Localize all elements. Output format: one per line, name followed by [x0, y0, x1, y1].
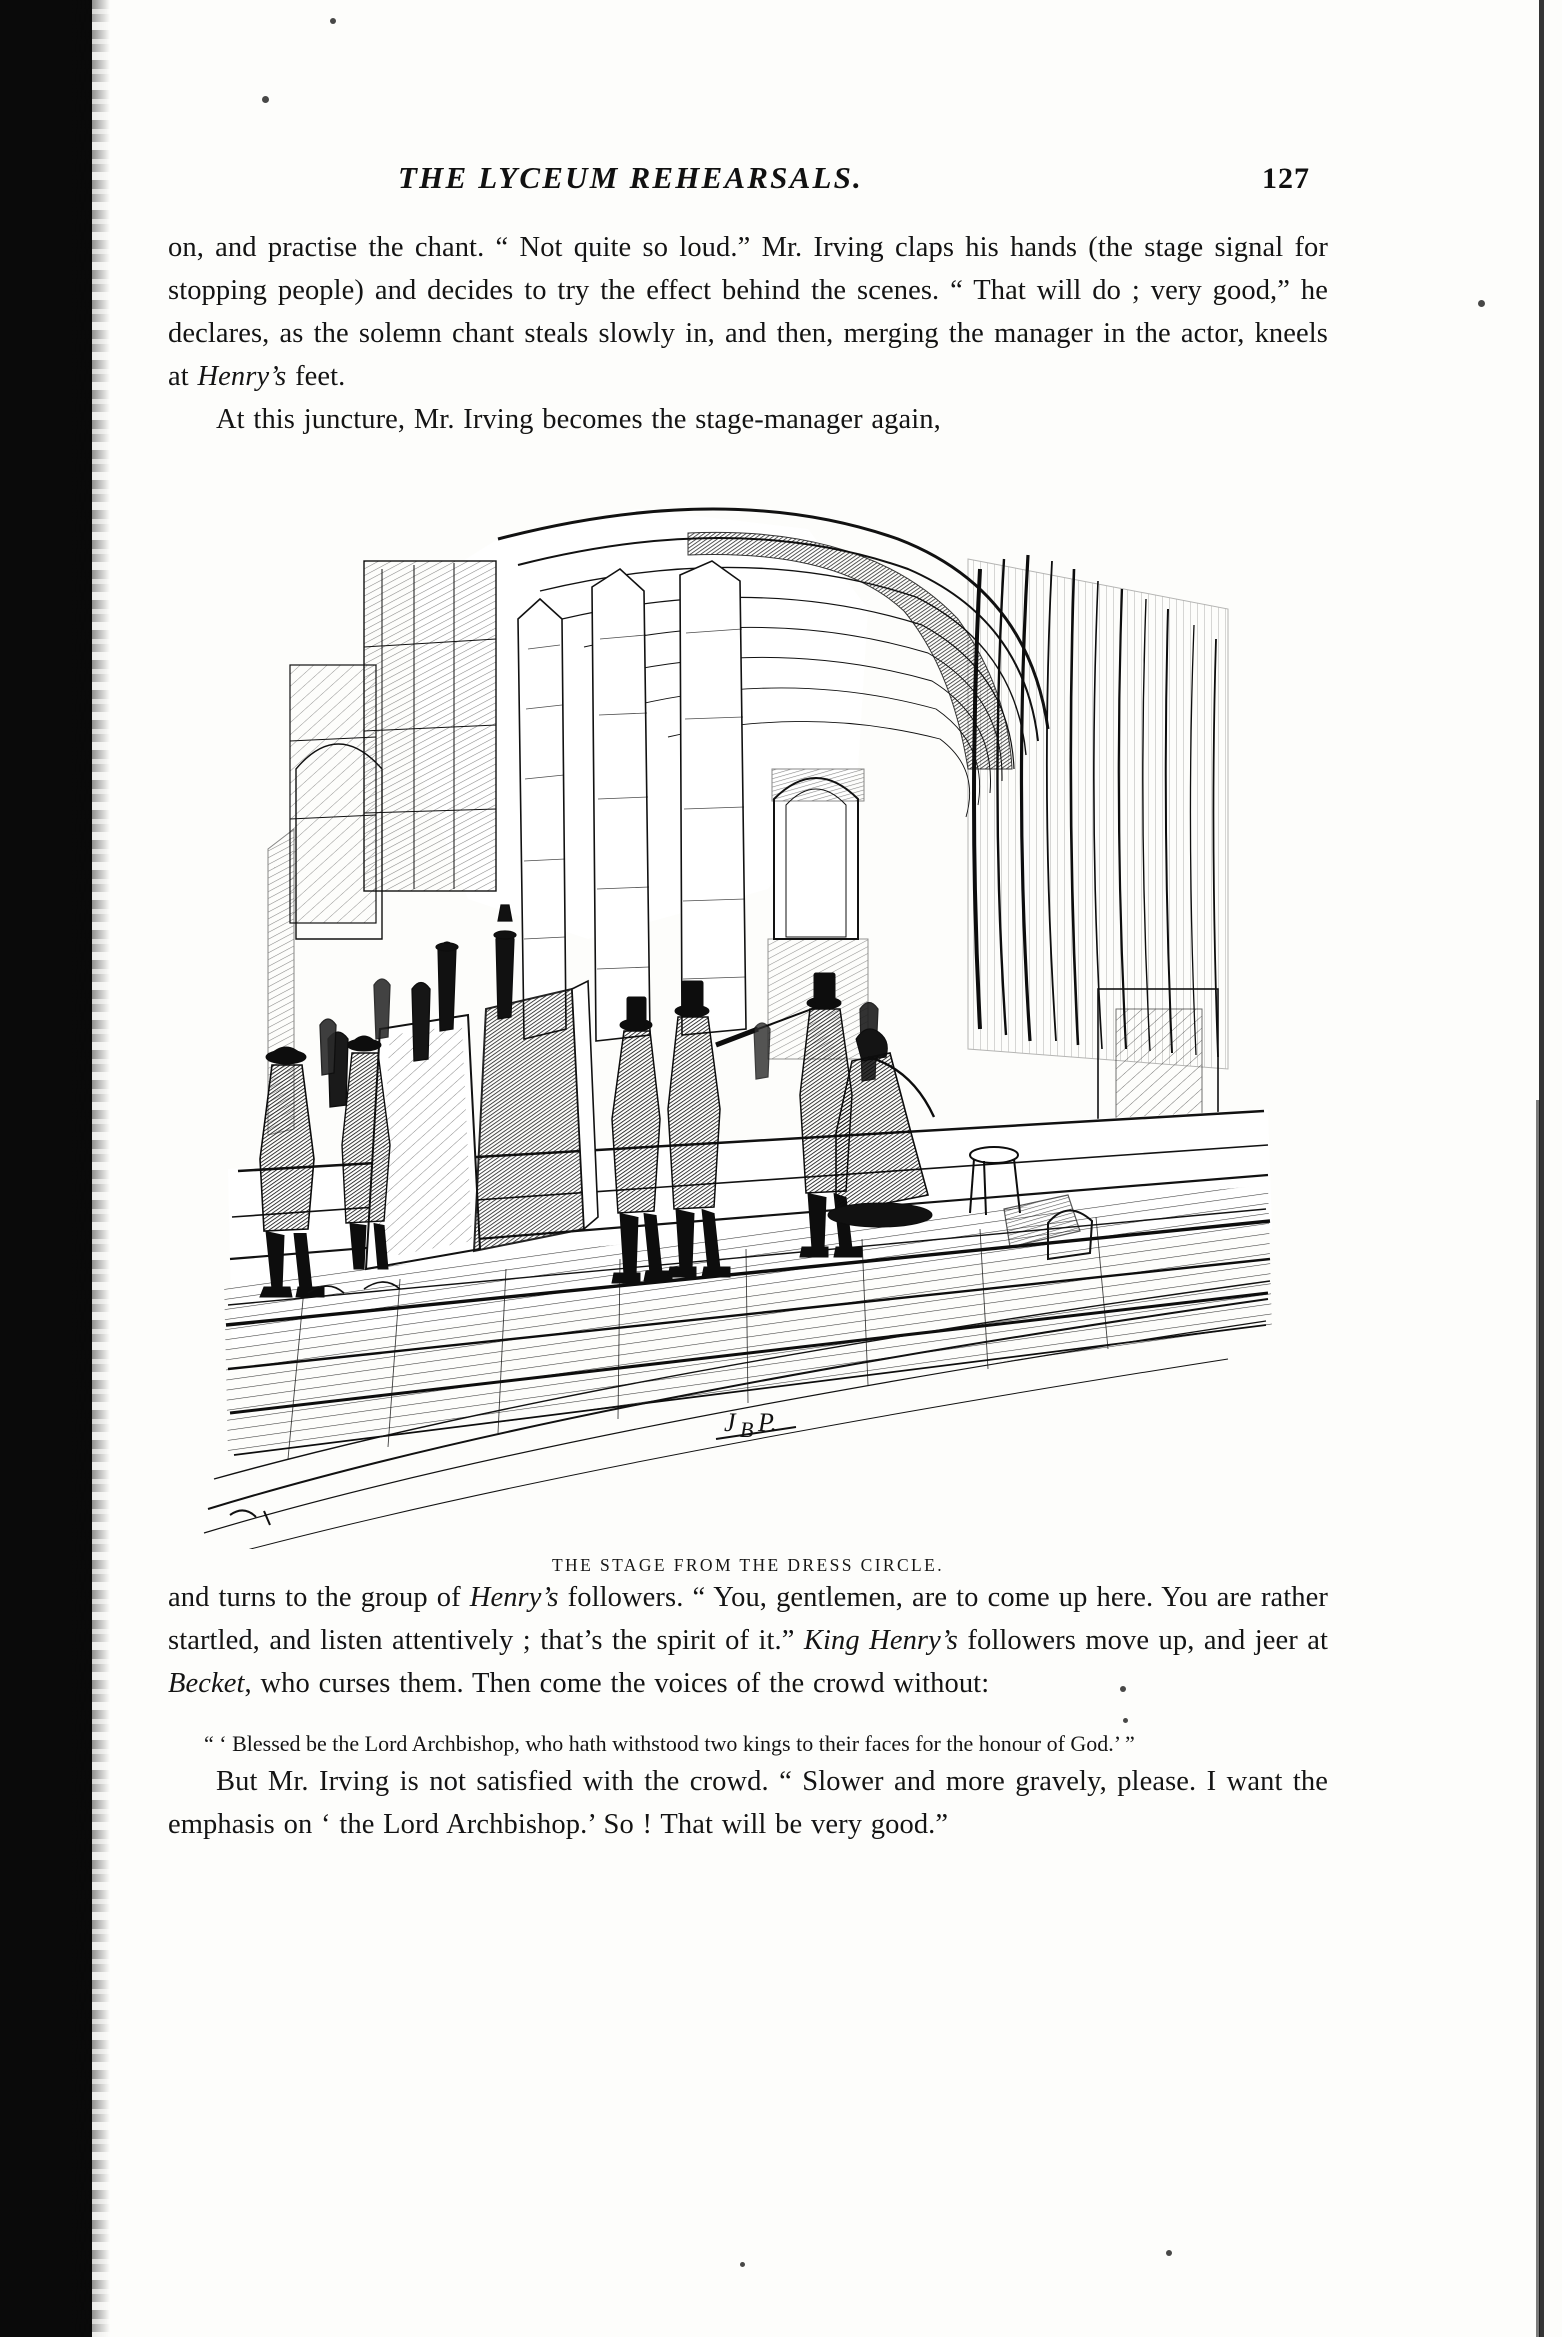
paragraph-3-text-c: followers move up, and jeer at [957, 1625, 1329, 1656]
scenery-panel-foreground [366, 981, 598, 1269]
paragraph-3 [168, 1576, 1328, 1705]
ink-flourish [230, 1510, 270, 1525]
block-quotation: “ ‘ Blessed be the Lord Archbishop, who hath withstood two kings to their faces for the honour of God.’ ” [204, 1731, 1135, 1756]
paragraph-3-text-d: , who curses them. Then come the voices of the crowd without: [244, 1668, 990, 1699]
scan-speck [1478, 300, 1485, 307]
svg-text:J: J [724, 1408, 736, 1437]
text-column [168, 0, 1328, 1846]
page-gutter-shadow [0, 0, 92, 2337]
scan-speck [1166, 2250, 1172, 2256]
artist-signature [716, 1408, 796, 1442]
paragraph-1-text-a: on, and practise the chant. “ Not quite so loud.” Mr. Irving claps his hands (the stage signal for stopping people) and decides to try the effect behind the scenes. “ That will do ; very good,” he declares, as the solemn chant steals slowly in, and then, merging the manager in the actor, kneels at [168, 232, 1328, 392]
svg-text:P.: P. [758, 1408, 778, 1437]
paragraph-4: But Mr. Irving is not satisfied with the crowd. “ Slower and more gravely, please. I want the emphasis on ‘ the Lord Archbishop.’ So ! That will be very good.” [168, 1766, 1328, 1840]
paragraph-3-italic-1: Henry’s [469, 1582, 559, 1613]
scan-speck [740, 2262, 745, 2267]
paragraph-3-text-a: and turns to the group of [168, 1582, 470, 1613]
figures-upstage [436, 905, 516, 1031]
paragraph-2: At this juncture, Mr. Irving becomes the stage-manager again, [216, 404, 941, 435]
running-head: THE LYCEUM REHEARSALS. [398, 160, 863, 195]
page-number: 127 [1262, 162, 1310, 195]
paragraph-1-text-b: feet. [286, 361, 346, 392]
paragraph-3-italic-2: King Henry’s [803, 1625, 958, 1656]
figure-caption: THE STAGE FROM THE DRESS CIRCLE. [551, 1555, 945, 1575]
stage-illustration-svg [168, 469, 1328, 1549]
paragraph-3-italic-3: Becket [168, 1668, 245, 1699]
paragraph-3-text-b: followers. “ You, gentlemen, are to come up here. You are rather startled, and listen attentively ; that’s the spirit of it.” [168, 1582, 1328, 1656]
illustration-plate [168, 469, 1328, 1549]
page-right-edge-artifact-lower [1536, 1100, 1540, 2337]
paragraph-1 [168, 226, 1328, 398]
paragraph-1-italic: Henry’s [197, 361, 287, 392]
page-header [168, 160, 1328, 196]
svg-text:B: B [740, 1417, 754, 1442]
figure-stage-from-dress-circle [168, 469, 1328, 1576]
